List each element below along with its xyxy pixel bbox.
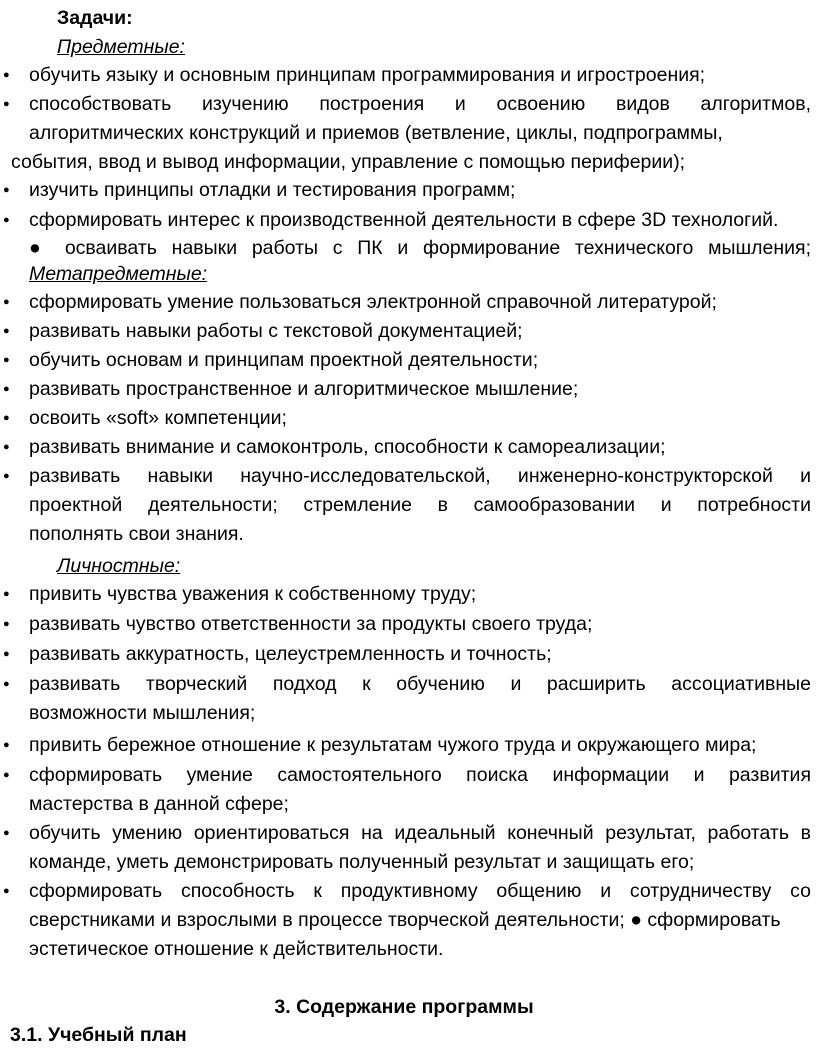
bullet-icon: ● (3, 296, 10, 308)
list-item: сформировать умение самостоятельного поиска информации и развития (29, 764, 811, 786)
list-item: освоить «soft» компетенции; (29, 407, 287, 429)
list-item: привить чувства уважения к собственному труду; (29, 583, 477, 605)
bullet-icon: ● (3, 354, 10, 366)
bullet-icon: ● (3, 412, 10, 424)
list-item-continuation: алгоритмических конструкций и приемов (ветвление, циклы, подпрограммы, (29, 122, 723, 144)
tasks-heading: Задачи: (57, 7, 133, 29)
list-item: сформировать интерес к производственной деятельности в сфере 3D технологий. (29, 209, 779, 231)
list-item: развивать пространственное и алгоритмическое мышление; (29, 378, 579, 400)
bullet-icon: ● (3, 184, 10, 196)
list-item-continuation: мастерства в данной сфере; (29, 793, 289, 815)
list-item: обучить умению ориентироваться на идеальный конечный результат, работать в (29, 822, 811, 844)
personal-section-title: Личностные: (57, 555, 181, 577)
bullet-icon: ● (3, 383, 10, 395)
list-item: привить бережное отношение к результатам чужого труда и окружающего мира; (29, 734, 757, 756)
bullet-icon: ● (3, 69, 10, 81)
list-item: развивать аккуратность, целеустремленность и точность; (29, 643, 552, 665)
list-item-continuation: возможности мышления; (29, 702, 256, 724)
list-item: обучить основам и принципам проектной деятельности; (29, 349, 539, 371)
list-item: развивать внимание и самоконтроль, способности к самореализации; (29, 436, 666, 458)
list-item-continuation: сверстниками и взрослыми в процессе творческой деятельности; ● сформировать (29, 909, 781, 931)
list-item-continuation: проектной деятельности; стремление в самообразовании и потребности (29, 494, 811, 516)
list-item: способствовать изучению построения и освоению видов алгоритмов, (29, 93, 811, 115)
subsection-title: 3.1. Учебный план (10, 1024, 187, 1046)
list-item: изучить принципы отладки и тестирования программ; (29, 179, 516, 201)
list-item: сформировать умение пользоваться электронной справочной литературой; (29, 291, 717, 313)
bullet-icon: ● (3, 588, 10, 600)
list-item-continuation: команде, уметь демонстрировать полученный результат и защищать его; (29, 851, 695, 873)
list-item-continuation: эстетическое отношение к действительности. (29, 938, 444, 960)
bullet-icon: ● (3, 98, 10, 110)
list-item: сформировать способность к продуктивному общению и сотрудничеству со (29, 880, 811, 902)
bullet-icon: ● (3, 678, 10, 690)
list-item-continuation: пополнять свои знания. (29, 523, 244, 545)
bullet-icon: ● (3, 885, 10, 897)
bullet-icon: ● (3, 648, 10, 660)
list-item: развивать навыки научно-исследовательской, инженерно-конструкторской и (29, 465, 811, 487)
meta-section-title: Метапредметные: (29, 263, 208, 285)
list-item: развивать навыки работы с текстовой документацией; (29, 320, 523, 342)
list-item: развивать чувство ответственности за продукты своего труда; (29, 613, 593, 635)
bullet-icon: ● (3, 739, 10, 751)
list-item: обучить языку и основным принципам программирования и игростроения; (29, 64, 706, 86)
bullet-icon: ● (3, 325, 10, 337)
list-item-continuation: события, ввод и вывод информации, управление с помощью периферии); (11, 151, 686, 173)
section-title: 3. Содержание программы (274, 996, 534, 1018)
list-item: развивать творческий подход к обучению и расширить ассоциативные (29, 673, 811, 695)
bullet-icon: ● (3, 214, 10, 226)
bullet-icon: ● (3, 618, 10, 630)
bullet-icon: ● (3, 470, 10, 482)
bullet-icon: ● (3, 827, 10, 839)
bullet-icon: ● (3, 769, 10, 781)
list-item-continuation: ● осваивать навыки работы с ПК и формирование технического мышления; (29, 237, 811, 259)
bullet-icon: ● (3, 441, 10, 453)
subject-section-title: Предметные: (57, 36, 185, 58)
